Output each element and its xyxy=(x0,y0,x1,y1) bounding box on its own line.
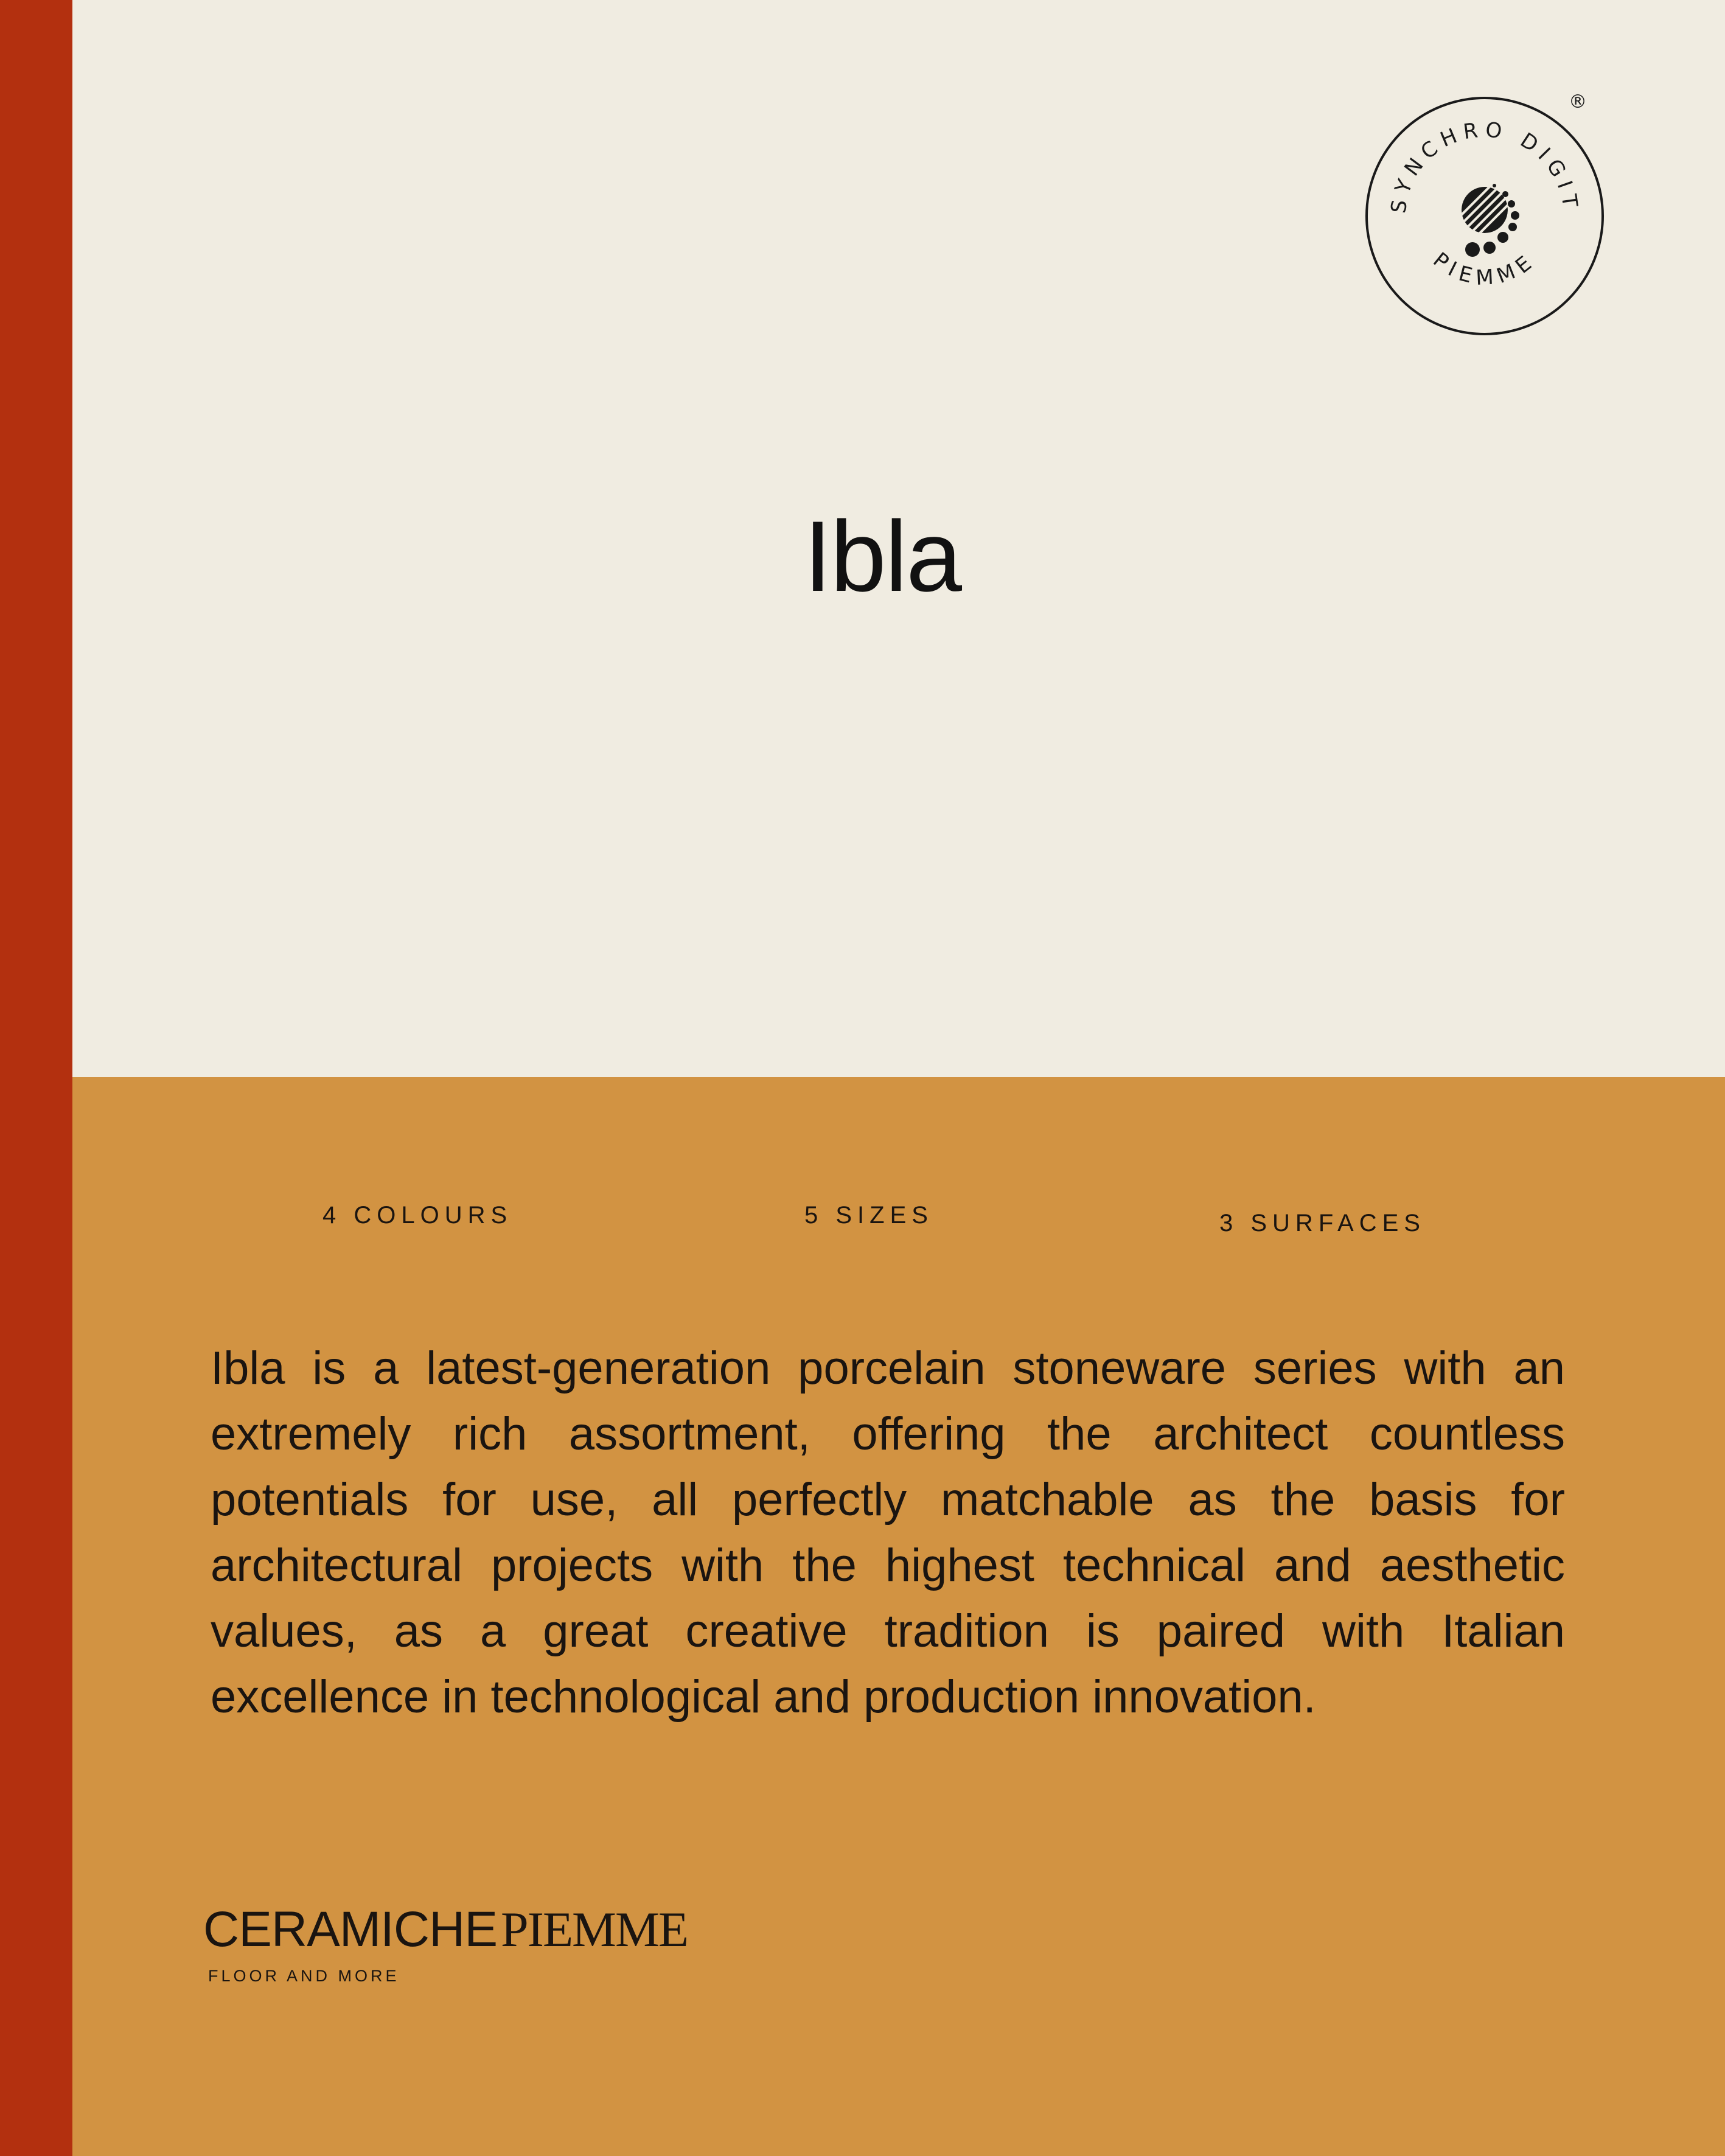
seal-top-text: SYNCHRO DIGIT xyxy=(1386,117,1583,215)
brand-name-light: CERAMICHE xyxy=(203,1902,498,1957)
synchro-digit-emblem-icon xyxy=(1357,88,1612,344)
series-description: Ibla is a latest-generation porcelain stoneware series with an extremely rich assortment, offering the architect countless potentials for use, all perfectly matchable as the basis for architectural projects with the highest technical and aesthetic values, as a great creative tradition is paired with Italian excellence in technological and production innovation. xyxy=(211,1342,1565,1723)
registered-mark: ® xyxy=(1569,91,1587,113)
synchro-digit-seal xyxy=(1357,88,1612,344)
stat-surfaces: 3 SURFACES xyxy=(1219,1210,1426,1237)
brand-name-bold: PIEMME xyxy=(501,1902,688,1957)
page-title: Ibla xyxy=(803,500,961,612)
brand-logo xyxy=(203,1902,751,1990)
brand-tagline: FLOOR AND MORE xyxy=(208,1967,400,1985)
stat-sizes: 5 SIZES xyxy=(804,1202,933,1229)
left-accent-strip xyxy=(0,0,72,2156)
brand-wordmark xyxy=(203,1902,688,1957)
seal-bottom-text: PIEMME xyxy=(1428,248,1541,290)
stat-colours: 4 COLOURS xyxy=(322,1202,513,1229)
